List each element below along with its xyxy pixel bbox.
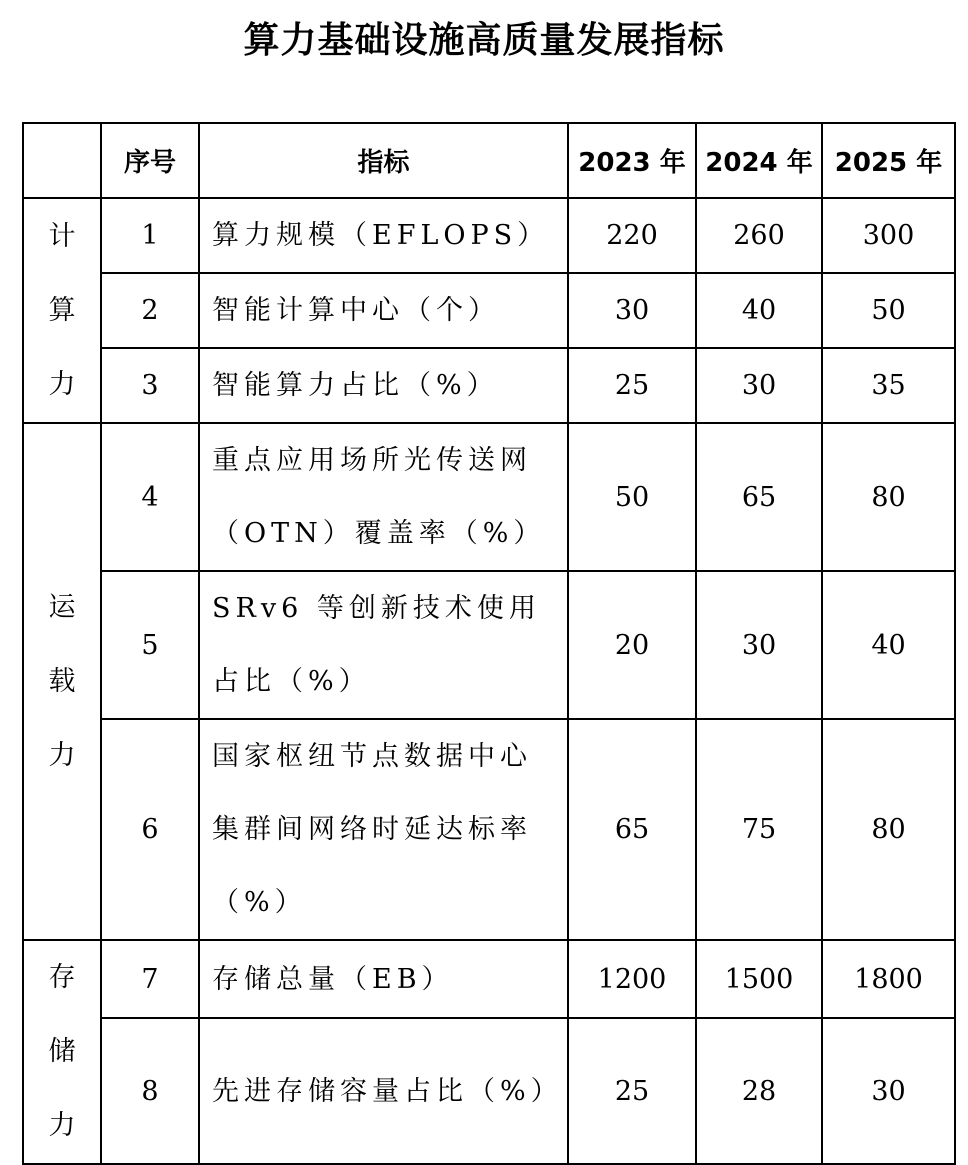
header-2023: 2023 年: [568, 123, 696, 198]
table-row: [23, 423, 955, 571]
cell-2025: 80: [822, 423, 955, 571]
table-header-row: [23, 123, 955, 198]
cell-2025: 30: [822, 1018, 955, 1164]
cell-2025: 50: [822, 273, 955, 348]
header-seq: 序号: [101, 123, 199, 198]
table-row: [23, 940, 955, 1018]
cell-2023: 50: [568, 423, 696, 571]
cell-2025: 35: [822, 348, 955, 423]
cell-seq: 2: [101, 273, 199, 348]
header-category: [23, 123, 101, 198]
category-label: 计算力: [48, 220, 76, 400]
cell-2023: 65: [568, 719, 696, 940]
table-row: [23, 571, 955, 719]
cell-2025: 80: [822, 719, 955, 940]
cell-2024: 65: [696, 423, 822, 571]
table-row: [23, 348, 955, 423]
table-row: [23, 198, 955, 273]
cell-seq: 5: [101, 571, 199, 719]
cell-indicator: SRv6 等创新技术使用占比（%）: [199, 571, 568, 719]
cell-2024: 30: [696, 571, 822, 719]
category-label: 存储力: [48, 962, 76, 1141]
cell-2025: 300: [822, 198, 955, 273]
cell-2024: 28: [696, 1018, 822, 1164]
cell-2024: 40: [696, 273, 822, 348]
cell-2025: 40: [822, 571, 955, 719]
table-row: [23, 273, 955, 348]
cell-seq: 6: [101, 719, 199, 940]
indicator-table: [22, 122, 956, 1165]
page-title: 算力基础设施高质量发展指标: [243, 20, 725, 61]
header-2024: 2024 年: [696, 123, 822, 198]
cell-2023: 25: [568, 1018, 696, 1164]
cell-seq: 4: [101, 423, 199, 571]
category-transport: [23, 423, 101, 940]
category-storage: [23, 940, 101, 1164]
cell-2025: 1800: [822, 940, 955, 1018]
cell-indicator: 存储总量（EB）: [199, 940, 568, 1018]
cell-seq: 3: [101, 348, 199, 423]
cell-indicator: 重点应用场所光传送网（OTN）覆盖率（%）: [199, 423, 568, 571]
cell-seq: 8: [101, 1018, 199, 1164]
cell-indicator: 国家枢纽节点数据中心集群间网络时延达标率（%）: [199, 719, 568, 940]
cell-2024: 1500: [696, 940, 822, 1018]
table-row: [23, 719, 955, 940]
cell-indicator: 智能算力占比（%）: [199, 348, 568, 423]
cell-indicator: 先进存储容量占比（%）: [199, 1018, 568, 1164]
cell-seq: 7: [101, 940, 199, 1018]
cell-2024: 260: [696, 198, 822, 273]
cell-seq: 1: [101, 198, 199, 273]
cell-2024: 30: [696, 348, 822, 423]
category-label: 运载力: [48, 591, 76, 771]
table-row: [23, 1018, 955, 1164]
cell-2023: 30: [568, 273, 696, 348]
cell-2023: 1200: [568, 940, 696, 1018]
cell-2023: 20: [568, 571, 696, 719]
cell-2023: 220: [568, 198, 696, 273]
header-indicator: 指标: [199, 123, 568, 198]
cell-indicator: 智能计算中心（个）: [199, 273, 568, 348]
header-2025: 2025 年: [822, 123, 955, 198]
cell-2023: 25: [568, 348, 696, 423]
cell-2024: 75: [696, 719, 822, 940]
cell-indicator: 算力规模（EFLOPS）: [199, 198, 568, 273]
category-compute: [23, 198, 101, 423]
